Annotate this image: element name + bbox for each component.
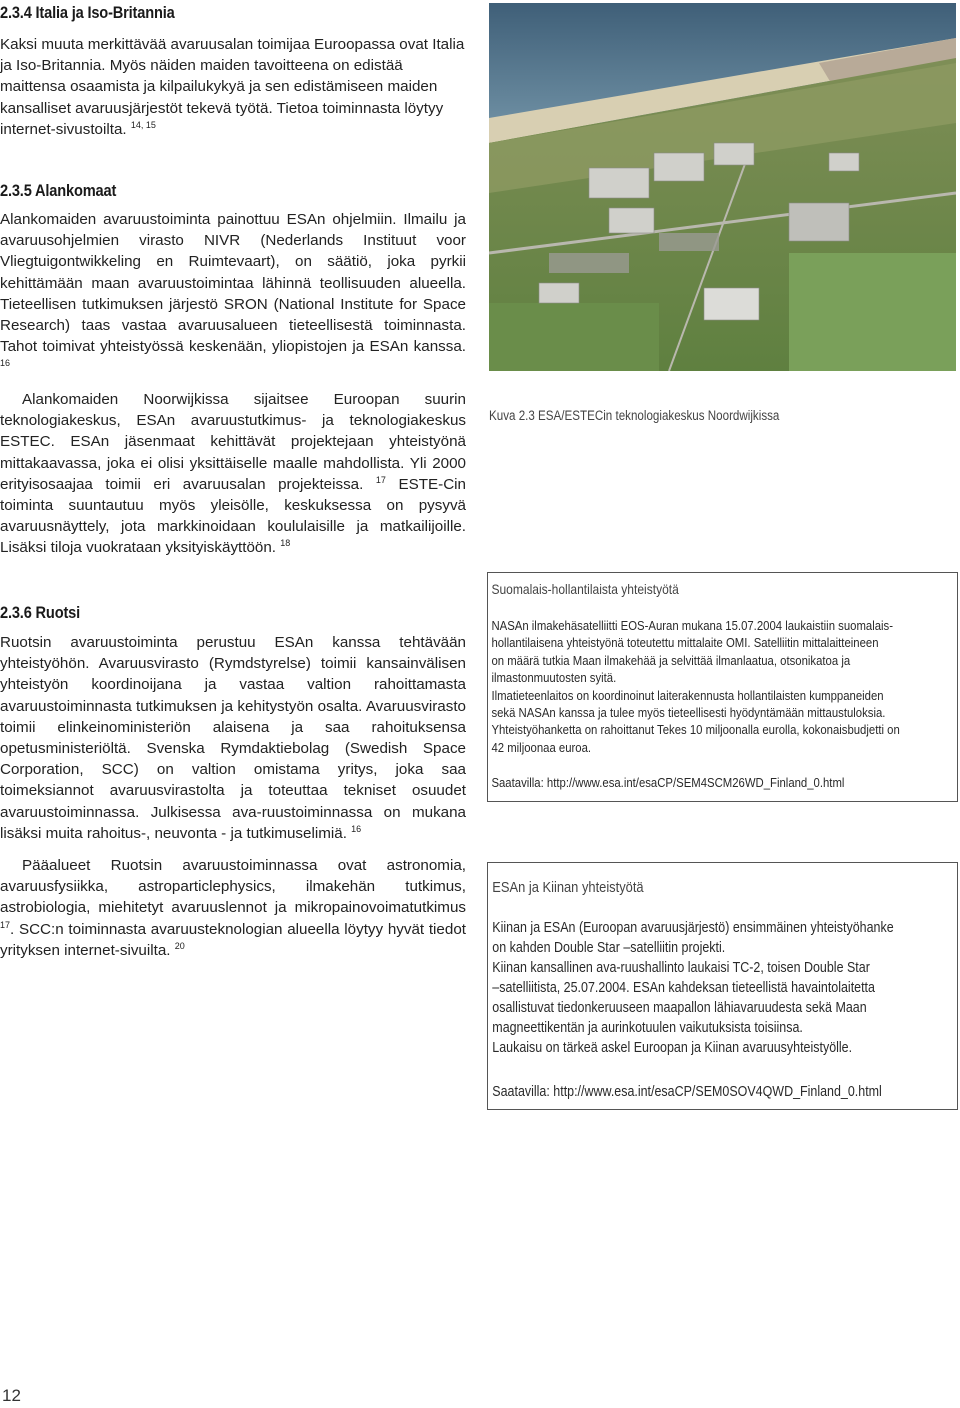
- source-link[interactable]: Saatavilla: http://www.esa.int/esaCP/SEM0SOV4QWD_Finland_0.html: [492, 1084, 882, 1100]
- box-line: magneettikentän ja aurinkotuulen vaikutuksista toisiinsa.: [492, 1020, 803, 1036]
- footnote-ref: 18: [280, 538, 291, 549]
- footnote-ref: 17: [375, 474, 386, 485]
- box-line: Laukaisu on tärkeä askel Euroopan ja Kiinan avaruusyhteistyölle.: [492, 1040, 853, 1056]
- paragraph-netherlands-2: Alankomaiden Noorwijkissa sijaitsee Euroopan suurin teknologiakeskus, ESAn avaruustutkimus- ja teknologiakeskus ESTEC. ESAn jäsenmaat kehittävät projektejaan yhteistyönä mittakaavassa, joka ei olisi yksittäiselle maalle mahdollista. Yli 2000 erityisosaajaa toimii eri avaruusalan projekteissa. $^{17}$ ESTE-Cin toiminta suuntautuu myös yleisölle, keskuksessa on pysyvä avaruusnäyttely, jota markkinoidaan koululaisille ja matkailijoille. Lisäksi tiloja vuokrataan yksityiskäyttöön. $^{18}$: [0, 391, 466, 557]
- box-line: on määrä tutkia Maan ilmakehää ja selvittää ilmanlaatua, otsonikatoa ja: [491, 652, 851, 668]
- estec-aerial-photo: [489, 3, 956, 371]
- box-line: –satelliitista, 25.07.2004. ESAn kahdeksan tieteellistä havaintolaitetta: [492, 980, 875, 996]
- box-finnish-dutch-cooperation: [487, 572, 958, 802]
- box-line: NASAn ilmakehäsatelliitti EOS-Auran mukana 15.07.2004 laukaistiin suomalais-: [491, 618, 894, 633]
- box-title: Suomalais-hollantilaista yhteistyötä: [491, 581, 679, 597]
- box-line: Yhteistyöhanketta on rahoittanut Tekes 10 miljoonalla eurolla, kokonaisbudjetti on: [491, 722, 900, 738]
- box-content: [488, 573, 956, 792]
- box-line: ilmastonmuutosten syitä.: [491, 670, 617, 686]
- heading-italy-uk: 2.3.4 Italia ja Iso-Britannia: [0, 3, 175, 22]
- paragraph-netherlands-1: Alankomaiden avaruustoiminta painottuu ESAn ohjelmiin. Ilmailu ja avaruusohjelmien virasto NIVR (Nederlands Instituut voor Vliegtuigontwikkeling en Ruimtevaart), on säätiö, joka pyrkii kehittämään maan avaruustoimintaa lähinnä teollisuuden alueella. Tieteellisen tutkimuksen järjestö SRON (National Institute for Space Research) taas vastaa avaruusalueen tieteellisestä toiminnasta. Tahot toimivat yhteistyössä keskenään, yliopistojen ja ESAn kanssa. $^{16}$: [0, 211, 466, 369]
- paragraph-sweden-2: Pääalueet Ruotsin avaruustoiminnassa ovat astronomia, avaruusfysiikka, astroparticlephysics, ilmakehän tutkimus, astrobiologia, miehitetyt avaruuslennot ja mikropainovoimatutkimus $^{17}$. SCC:n toiminnasta avaruusteknologian alueella löytyy hyvät tiedot yrityksen internet-sivuilta. $^{20}$: [0, 857, 466, 959]
- aerial-photo-illustration: [489, 3, 956, 371]
- footnote-ref: 14, 15: [130, 119, 156, 130]
- box-line: osallistuvat tiedonkeruuseen maapallon lähiavaruudesta sekä Maan: [492, 1000, 867, 1016]
- page-number: 12: [2, 1386, 21, 1405]
- box-line: 42 miljoonaa euroa.: [491, 739, 592, 755]
- box-line: Kiinan ja ESAn (Euroopan avaruusjärjestö) ensimmäinen yhteistyöhanke: [492, 920, 894, 936]
- heading-sweden: 2.3.6 Ruotsi: [0, 603, 81, 622]
- footnote-ref: 20: [174, 940, 185, 951]
- box-line: sekä NASAn kanssa ja tulee myös tieteellisesti hyödyntämään mittaustuloksia.: [491, 705, 886, 721]
- box-line: Kiinan kansallinen ava-ruushallinto laukaisi TC-2, toisen Double Star: [492, 960, 870, 976]
- footnote-ref: 16: [0, 358, 11, 369]
- box-esa-china-cooperation: [487, 862, 958, 1110]
- paragraph-sweden-1: Ruotsin avaruustoiminta perustuu ESAn kanssa tehtävään yhteistyöhön. Avaruusvirasto (Rymdstyrelse) toimii kansainvälisen yhteistyön koordinoijana ja vastaa valtion rahoittamasta avaruustoiminnasta tutkimuksen ja kehitystyön osalta. Avaruusvirasto toimii elinkeinoministeriön alaisena ja saa rahoituksensa opetusministeriöltä. Svenska Rymdaktiebolag (Swedish Space Corporation, SCC) on valtion omistama yritys, joka saa toimeksiannot avaruusvirastolta ja toteuttaa tekniset osuudet avaruustoiminnassa. Julkisessa ava-ruustoiminnassa on mukana lisäksi muita rahoitus-, neuvonta - ja tutkimuselimiä. $^{16}$: [0, 634, 466, 842]
- heading-netherlands: 2.3.5 Alankomaat: [0, 181, 117, 200]
- box-content: [488, 863, 957, 1102]
- footnote-ref: 16: [351, 823, 362, 834]
- box-line: Ilmatieteenlaitos on koordinoinut laiterakennusta hollantilaisten kumppaneiden: [491, 687, 884, 703]
- source-link[interactable]: Saatavilla: http://www.esa.int/esaCP/SEM4SCM26WD_Finland_0.html: [491, 775, 845, 791]
- footnote-ref: 17: [0, 919, 11, 930]
- box-line: hollantilaisena yhteistyönä toteutettu mittalaite OMI. Satelliitin mittalaitteineen: [491, 635, 879, 651]
- figure-caption: Kuva 2.3 ESA/ESTECin teknologiakeskus Noordwijkissa: [489, 408, 780, 423]
- box-title: ESAn ja Kiinan yhteistyötä: [492, 879, 644, 896]
- box-line: on kahden Double Star –satelliitin projekti.: [492, 940, 726, 956]
- paragraph-italy-uk: Kaksi muuta merkittävää avaruusalan toimijaa Euroopassa ovat Italia ja Iso-Britannia. Myös näiden maiden tavoitteena on edistää maittensa osaamista ja kilpailukykyä ja sen edistämiseen maiden kansalliset avaruusjärjestöt tekevä työtä. Tietoa toiminnasta löytyy internet-sivustoilta. $^{14, 15}$: [0, 36, 465, 138]
